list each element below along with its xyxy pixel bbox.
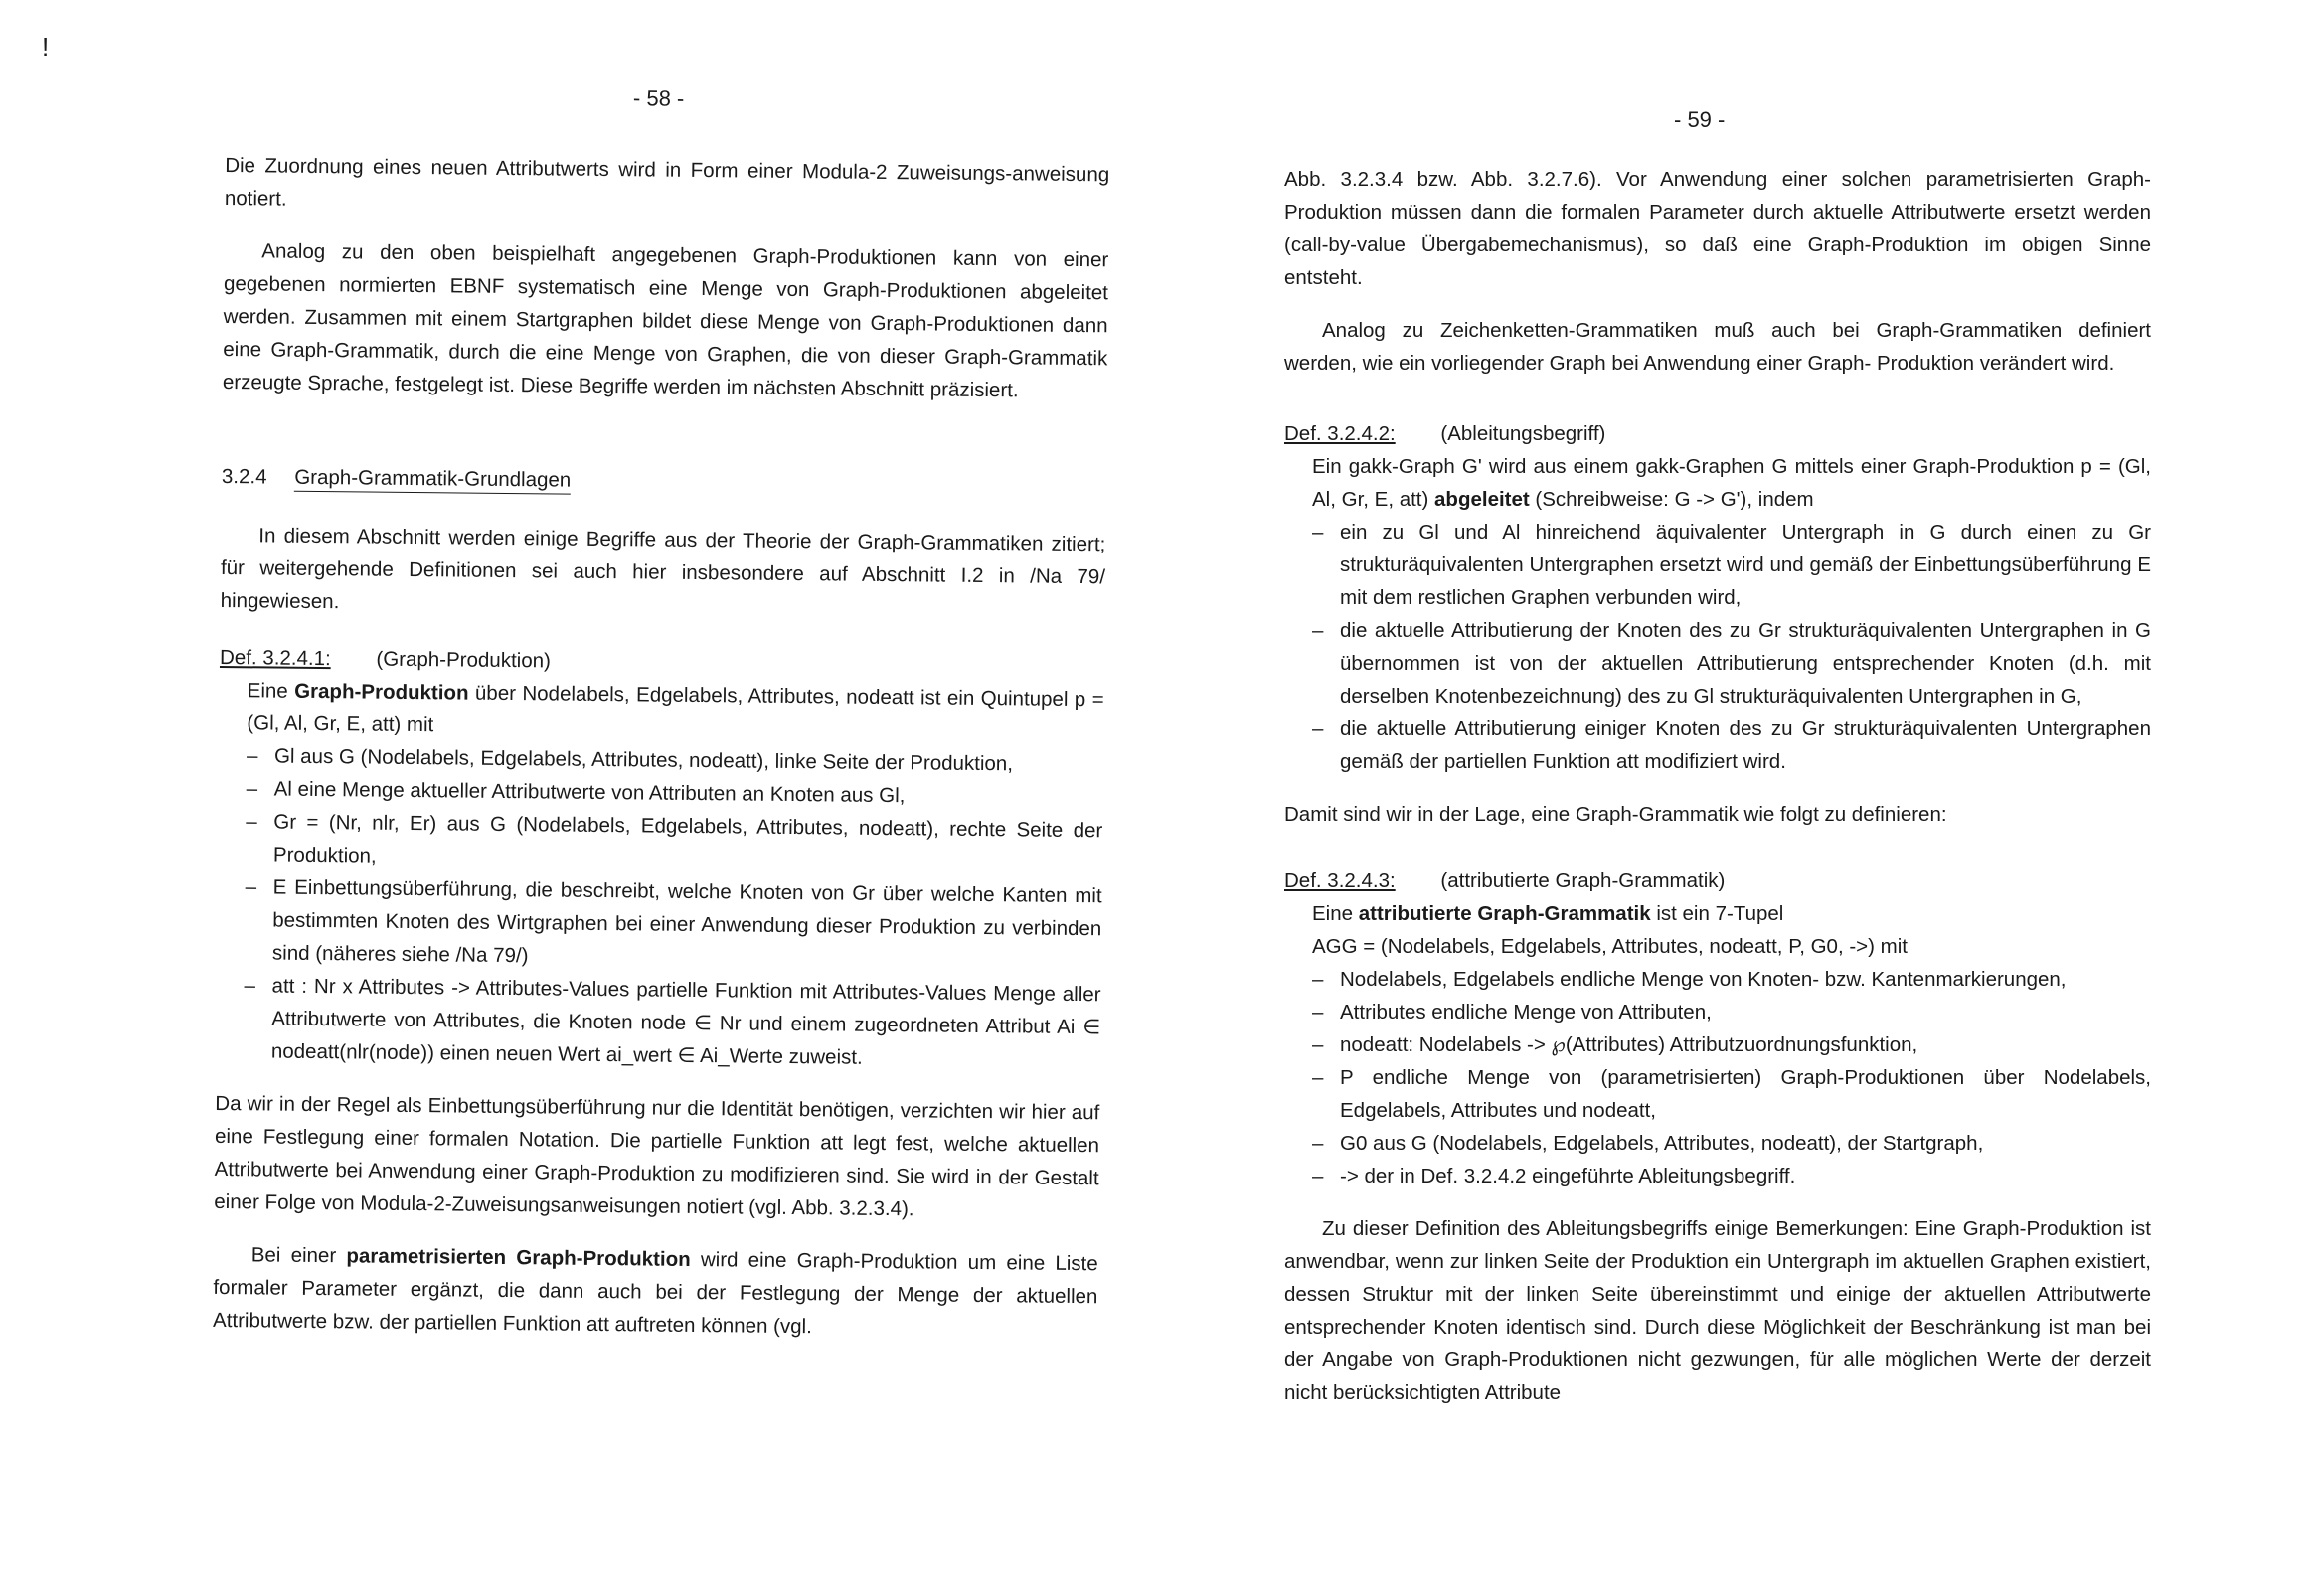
- defined-term: parametrisierten Graph-Produktion: [346, 1244, 691, 1271]
- definition-list: [216, 739, 1103, 1076]
- list-item: – -> der in Def. 3.2.4.2 eingeführte Ableitungsbegriff.: [1312, 1160, 2151, 1192]
- list-item: – die aktuelle Attributierung der Knoten des zu Gr strukturäquivalenten Untergraphen in G übernommen ist von der aktuellen Attributierung entsprechender Knoten (d.h. mit derselben Knotenbezeichnung) des zu Gl strukturäquivalenten Untergraphen in G,: [1312, 614, 2151, 712]
- definition-label: Def. 3.2.4.2:: [1284, 422, 1396, 445]
- list-item: – nodeatt: Nodelabels -> ℘(Attributes) Attributzuordnungsfunktion,: [1312, 1028, 2151, 1061]
- definition-intro: [1284, 897, 2151, 930]
- paragraph: Die Zuordnung eines neuen Attributwerts wird in Form einer Modula-2 Zuweisungs-anweisung notiert.: [224, 153, 1110, 211]
- paragraph: Abb. 3.2.3.4 bzw. Abb. 3.2.7.6). Vor Anwendung einer solchen parametrisierten Graph-Produktion müssen dann die formalen Parameter durch aktuelle Attributwerte ersetzt werden (call-by-value Übergabemechanismus), so daß eine Graph-Produktion im obigen Sinne entsteht.: [1284, 168, 2151, 289]
- defined-term: Graph-Produktion: [294, 679, 469, 705]
- section-heading: [222, 460, 1106, 502]
- list-item: – P endliche Menge von (parametrisierten) Graph-Produktionen über Nodelabels, Edgelabels, Attributes und nodeatt,: [1312, 1061, 2151, 1127]
- definition-intro: [219, 674, 1104, 748]
- paragraph: In diesem Abschnitt werden einige Begriffe aus der Theorie der Graph-Grammatiken zitiert; für weitergehende Definitionen sei auch hier insbesondere auf Abschnitt I.2 in /Na 79/ hingewiesen.: [220, 524, 1106, 614]
- page-number: - 58 -: [632, 85, 685, 111]
- intro-text: Eine: [247, 679, 295, 703]
- definition-heading: [1284, 417, 2151, 450]
- definition-title: (Ableitungsbegriff): [1440, 422, 1606, 445]
- paragraph-text: Bei einer: [250, 1243, 347, 1268]
- definition-list: [1284, 963, 2151, 1192]
- definition-list: [1284, 516, 2151, 778]
- intro-text: Ein gakk-Graph G' wird aus einem gakk-Graphen G mittels einer Graph-Produktion p = (Gl, Al, Gr, E, att): [1312, 455, 2151, 511]
- paragraph: Da wir in der Regel als Einbettungsüberführung nur die Identität benötigen, verzichten wir hier auf eine Festlegung einer formalen Notation. Die partielle Funktion att legt fest, welche aktuellen Attributwerte bei Anwendung einer Graph-Produktion zu modifizieren sind. Sie wird in der Gestalt einer Folge von Modula-2-Zuweisungsanweisungen notiert (vgl. Abb. 3.2.3.4).: [214, 1091, 1100, 1221]
- definition-tuple: AGG = (Nodelabels, Edgelabels, Attributes, nodeatt, P, G0, ->) mit: [1312, 935, 1908, 958]
- defined-term: abgeleitet: [1434, 488, 1530, 511]
- intro-text: über Nodelabels, Edgelabels, Attributes, nodeatt ist ein Quintupel p = (Gl, Al, Gr, E, att) mit: [247, 681, 1104, 737]
- list-item: – Gl aus G (Nodelabels, Edgelabels, Attributes, nodeatt), linke Seite der Produktion,: [247, 739, 1103, 781]
- page-number: - 59 -: [1674, 107, 1726, 132]
- left-page: [212, 0, 1111, 1339]
- definition-intro: [1284, 450, 2151, 516]
- definition-label: Def. 3.2.4.1:: [219, 645, 331, 671]
- definition-title: (attributierte Graph-Grammatik): [1440, 869, 1726, 892]
- definition-heading: [1284, 865, 2151, 897]
- list-item: – ein zu Gl und Al hinreichend äquivalenter Untergraph in G durch einen zu Gr strukturäquivalenten Untergraphen ersetzt wird und gemäß der Einbettungsüberführung E mit dem restlichen Graphen verbunden wird,: [1312, 516, 2151, 614]
- list-item: – Nodelabels, Edgelabels endliche Menge von Knoten- bzw. Kantenmarkierungen,: [1312, 963, 2151, 996]
- intro-text: ist ein 7-Tupel: [1650, 902, 1784, 925]
- paragraph: [213, 1238, 1098, 1345]
- paragraph-text: wird eine Graph-Produktion um eine Liste formaler Parameter ergänzt, die dann auch bei der Festlegung der Menge der aktuellen Attributwerte bzw. der partiellen Funktion att auftreten können (vgl.: [212, 1247, 1098, 1339]
- left-page-text: [213, 149, 1109, 1345]
- paragraph: Damit sind wir in der Lage, eine Graph-Grammatik wie folgt zu definieren:: [1284, 803, 1947, 826]
- defined-term: attributierte Graph-Grammatik: [1358, 902, 1651, 925]
- definition-title: (Graph-Produktion): [376, 647, 552, 673]
- paragraph: Analog zu Zeichenketten-Grammatiken muß auch bei Graph-Grammatiken definiert werden, wie ein vorliegender Graph bei Anwendung einer Graph- Produktion verändert wird.: [1284, 319, 2151, 375]
- list-item: – die aktuelle Attributierung einiger Knoten des zu Gr strukturäquivalenten Untergraphen gemäß der partiellen Funktion att modifiziert wird.: [1312, 712, 2151, 778]
- list-item: – Gr = (Nr, nlr, Er) aus G (Nodelabels, Edgelabels, Attributes, nodeatt), rechte Seite der Produktion,: [246, 805, 1103, 879]
- list-item: – G0 aus G (Nodelabels, Edgelabels, Attributes, nodeatt), der Startgraph,: [1312, 1127, 2151, 1160]
- paragraph: Analog zu den oben beispielhaft angegebenen Graph-Produktionen kann von einer gegebenen normierten EBNF systematisch eine Menge von Graph-Produktionen abgeleitet werden. Zusammen mit einem Startgraphen bildet diese Menge von Graph-Produktionen dann eine Graph-Grammatik, durch die eine Menge von Graphen, die von dieser Graph-Grammatik erzeugte Sprache, festgelegt ist. Diese Begriffe werden im nächsten Abschnitt präzisiert.: [222, 239, 1109, 402]
- list-item: – E Einbettungsüberführung, die beschreibt, welche Knoten von Gr über welche Kanten mit bestimmten Knoten des Wirtgraphen bei einer Anwendung dieser Produktion zu verbinden sind (näheres siehe /Na 79/): [245, 870, 1102, 978]
- section-title: Graph-Grammatik-Grundlagen: [294, 466, 571, 495]
- section-number: 3.2.4: [221, 464, 267, 489]
- intro-text: Eine: [1312, 902, 1359, 925]
- intro-text: (Schreibweise: G -> G'), indem: [1529, 488, 1814, 511]
- list-item: – att : Nr x Attributes -> Attributes-Values partielle Funktion mit Attributes-Values Menge aller Attributwerte von Attributes, die Knoten node ∈ Nr und einem zugeordneten Attribut Ai ∈ nodeatt(nlr(node)) einen neuen Wert ai_wert ∈ Ai_Werte zuweist.: [244, 969, 1101, 1076]
- list-item: – Attributes endliche Menge von Attributen,: [1312, 996, 2151, 1028]
- paragraph: Zu dieser Definition des Ableitungsbegriffs einige Bemerkungen: Eine Graph-Produktion ist anwendbar, wenn zur linken Seite der Produktion ein Untergraph im aktuellen Graphen existiert, dessen Struktur mit der linken Seite übereinstimmt und einige der aktuellen Attributwerte entsprechender Knoten identisch sind. Durch diese Möglichkeit der Beschränkung ist man bei der Angabe von Graph-Produktionen nicht gezwungen, für alle möglichen Werte der derzeit nicht berücksichtigten Attribute: [1284, 1217, 2151, 1404]
- list-item: – Al eine Menge aktueller Attributwerte von Attributen an Knoten aus Gl,: [247, 772, 1103, 814]
- margin-mark: !: [42, 32, 50, 62]
- definition-label: Def. 3.2.4.3:: [1284, 869, 1396, 892]
- right-page-text: [1284, 163, 2151, 1409]
